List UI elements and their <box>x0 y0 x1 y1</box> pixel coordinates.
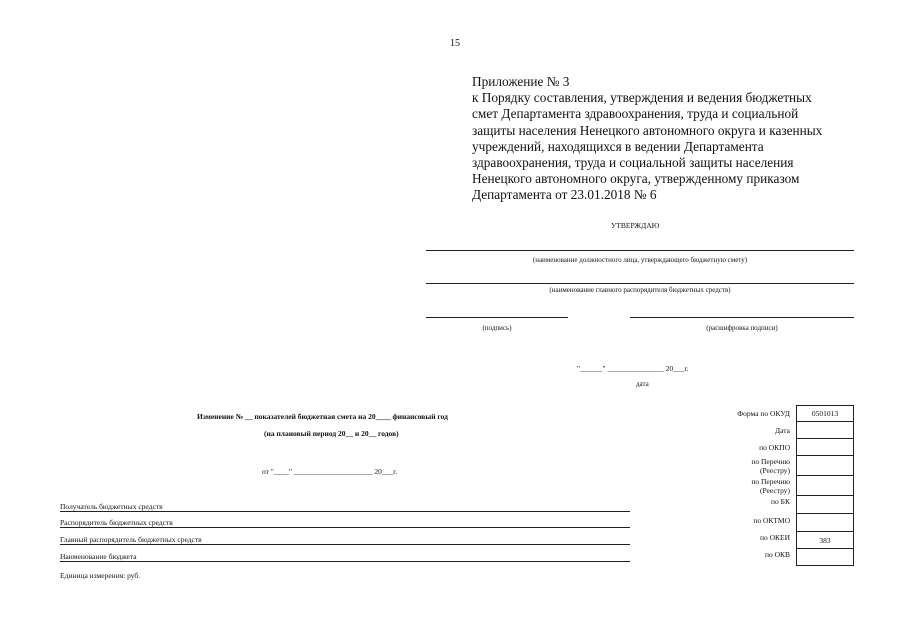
decoding-line <box>630 317 854 318</box>
page-number: 15 <box>450 38 460 49</box>
form-date: от "____" _____________________ 20___г. <box>262 467 398 476</box>
label-okei: по ОКЕИ <box>759 533 790 542</box>
field-unit: Единица измерения: руб. <box>60 571 141 580</box>
field-budget-name-line <box>60 561 630 562</box>
signature-caption: (подпись) <box>482 324 512 332</box>
codes-table <box>796 405 854 566</box>
official-caption: (наименование должностного лица, утверждающего бюджетную смету) <box>532 256 748 264</box>
okud-cell: 0501013 <box>797 406 854 422</box>
okpo-cell <box>797 439 854 456</box>
okei-cell: 383 <box>797 532 854 549</box>
signature-line <box>426 317 568 318</box>
manager-line <box>426 283 854 284</box>
form-title: Изменение № __ показателей бюджетная смета на 20____ финансовый год <box>197 412 448 421</box>
field-recipient-line <box>60 511 630 512</box>
field-chief-manager-line <box>60 544 630 545</box>
okv-cell <box>797 549 854 566</box>
field-budget-name: Наименование бюджета <box>60 552 137 561</box>
field-manager: Распорядитель бюджетных средств <box>60 518 173 527</box>
label-perechen-2: по Перечню (Реестру) <box>751 477 790 495</box>
manager-caption: (наименование главного распорядителя бюджетных средств) <box>549 286 731 294</box>
official-line <box>426 250 854 251</box>
perechen-2-cell <box>797 476 854 496</box>
form-subtitle: (на плановый период 20__ и 20__ годов) <box>264 429 399 438</box>
oktmo-cell <box>797 514 854 532</box>
label-okpo: по ОКПО <box>759 443 790 452</box>
label-bk: по БК <box>771 497 790 506</box>
field-manager-line <box>60 527 630 528</box>
label-perechen-1: по Перечню (Реестру) <box>751 457 790 475</box>
approval-date-caption: дата <box>636 380 649 388</box>
field-chief-manager: Главный распорядитель бюджетных средств <box>60 535 202 544</box>
approval-date: "______" _______________ 20___г. <box>577 364 689 373</box>
date-cell <box>797 422 854 439</box>
label-okud: Форма по ОКУД <box>737 409 790 418</box>
label-oktmo: по ОКТМО <box>753 516 790 525</box>
label-okv: по ОКВ <box>764 550 790 559</box>
perechen-1-cell <box>797 456 854 476</box>
decoding-caption: (расшифровка подписи) <box>706 324 778 332</box>
approval-title: УТВЕРЖДАЮ <box>611 221 660 230</box>
bk-cell <box>797 496 854 514</box>
label-date: Дата <box>775 426 790 435</box>
appendix-note: Приложение № 3 к Порядку составления, утверждения и ведения бюджетных смет Департамента здравоохранения, труда и социальной защиты населения Ненецкого автономного округа и казенных учреждений, находящихся в ведении Департамента здравоохранения, труда и социальной защиты населения Ненецкого автономного округа, утвержденному приказом Департамента от 23.01.2018 № 6 <box>472 74 823 203</box>
field-recipient: Получатель бюджетных средств <box>60 502 163 511</box>
